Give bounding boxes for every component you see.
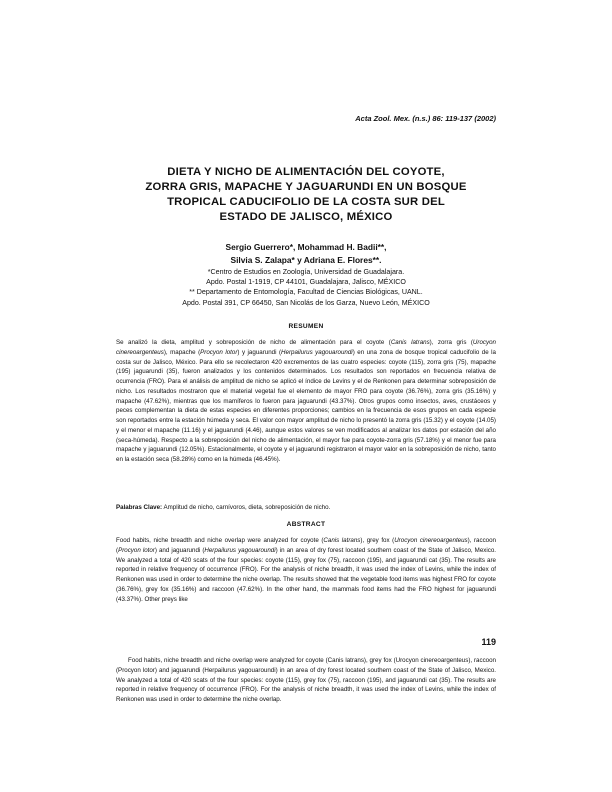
author-line: Sergio Guerrero*, Mohammad H. Badii**, [225,242,387,252]
species-name: Herpailurus yagouaroundi [204,546,276,554]
text-run: ), mapache ( [163,348,201,356]
page-number: 119 [481,637,496,647]
species-name: Procyon lotor [118,546,155,554]
keywords-label: Palabras Clave: [116,504,163,511]
title-line: TROPICAL CADUCIFOLIO DE LA COSTA SUR DEL [167,196,445,208]
author-line: Silvia S. Zalapa* y Adriana E. Flores**. [230,254,382,265]
text-run: ), grey fox ( [360,537,395,544]
text-run: ) and jaguarundi ( [154,546,205,554]
affiliation-line: ** Departamento de Entomología, Facultad de Ciencias Biológicas, UANL. [189,288,423,297]
affiliation-line: Apdo. Postal 1-1919, CP 44101, Guadalajara, Jalisco, MÉXICO [206,278,406,287]
title-line: DIETA Y NICHO DE ALIMENTACIÓN DEL COYOTE, [167,166,445,178]
affiliation-line: *Centro de Estudios en Zoología, Universidad de Guadalajara. [207,268,405,276]
text-run: ) in an area of dry forest located southern coast of the State of Jalisco, Mexico. We analyzed a total of 420 scats of the four species: coyote (115), grey fox (75), raccoon (195), and jaguarundi cat (35). The results are reported in relative frequency of occurrence (FRO). For the analysis of niche breadth, it was used the index of Levins, while the index of Renkonen was used in order to determine the niche overlap. The results showed that the vegetable food items was highest FRO for coyote (36.76%), grey fox (35.16%) and raccoon (47.62%). In the other hand, the mammals food items had the FRO highest for jaguarundi (43.37%). Other preys like [116,546,496,603]
abstract-text [116,536,496,604]
text-run: ) en una zona de bosque tropical caducifolio de la costa sur de Jalisco, México. Para ello se recolectaron 420 excrementos de las cuatro especies: coyote (115), zorra gris (75), mapache (195) jaguarundi (35), fueron analizados y los contenidos determinados. Los resultados son reportados en frecuencia relativa de ocurrencia (FRO). Para el análisis de amplitud de nicho se aplicó el índice de Levins y el de Renkonen para determinar sobreposición de nicho. Los resultados mostraron que el material vegetal fue el elemento de mayor FRO para coyote (36.76%), zorra gris (35.16%) y mapache (47.62%), mientras que los mamíferos lo fueron para jaguarundi (43.37%). Otros grupos como insectos, aves, crustáceos y peces complementan la dieta de estas especies en diferentes proporciones; cambios en la frecuencia de esos grupos en cada especie son reportados entre la estación húmeda y seca. El valor con mayor amplitud de nicho lo presentó la zorra gris (15.32) y el coyote (14.05) y el menor el mapache (11.16) y el jaguarundi (4.46), aunque estos valores se ven modificados al analizar los datos por estación del año (seca-húmeda). Respecto a la sobreposición del nicho de alimentación, el mayor fue para coyote-zorra gris (57.18%) y el menor fue para mapache y jaguarundi (12.05%). Estacionalmente, el coyote y el jaguarundi registraron el mayor valor en la sobreposición de nicho, tanto en la estación seca (58.28%) como en la húmeda (46.45%). [116,348,496,463]
abstract-heading: ABSTRACT [286,521,326,528]
affiliations [110,267,502,308]
resumen-text [116,338,496,465]
title-line: ESTADO DE JALISCO, MÉXICO [219,211,393,223]
species-name: Urocyon cinereoargenteus [116,339,496,356]
text-run: Food habits, niche breadth and niche overlap were analyzed for coyote ( [116,537,324,544]
species-name: Canis latrans [390,339,430,346]
species-name: Urocyon cinereoargenteus [394,537,468,544]
text-run: ) y jaguarundi ( [237,348,282,356]
text-run: ), zorra gris ( [429,339,473,346]
affiliation-line: Apdo. Postal 391, CP 66450, San Nicolás de los Garza, Nuevo León, MÉXICO [182,298,430,307]
text-run: ), raccoon ( [116,537,496,554]
keywords [116,503,496,513]
keywords-text: Amplitud de nicho, carnívoros, dieta, sobreposición de nicho. [162,504,331,511]
text-run: Se analizó la dieta, amplitud y sobreposición de nicho de alimentación para el coyote ( [116,339,391,346]
title-line: ZORRA GRIS, MAPACHE Y JAGUARUNDI EN UN BOSQUE [145,181,467,193]
running-head: Acta Zool. Mex. (n.s.) 86: 119-137 (2002) [355,114,496,123]
species-name: Canis latrans [323,537,361,544]
resumen-heading: RESUMEN [288,323,324,330]
author-list [110,241,502,266]
species-name: Procyon lotor [200,348,238,356]
body-paragraph: Food habits, niche breadth and niche overlap were analyzed for coyote (Canis latrans), grey fox (Urocyon cinereoargenteus), raccoon (Procyon lotor) and jaguarundi (Herpailurus yagouaroundi) in an area of dry forest located southern coast of the State of Jalisco, Mexico. We analyzed a total of 420 scats of the four species: coyote (115), grey fox (75), raccoon (195), and jaguarundi cat (35). The results are reported in relative frequency of occurrence (FRO). For the analysis of niche breadth, it was used the index of Levins, while the index of Renkonen was used in order to determine the niche overlap. [116,657,496,703]
species-name: Herpailurus yagouaroundi [281,348,353,356]
article-title [110,165,502,225]
